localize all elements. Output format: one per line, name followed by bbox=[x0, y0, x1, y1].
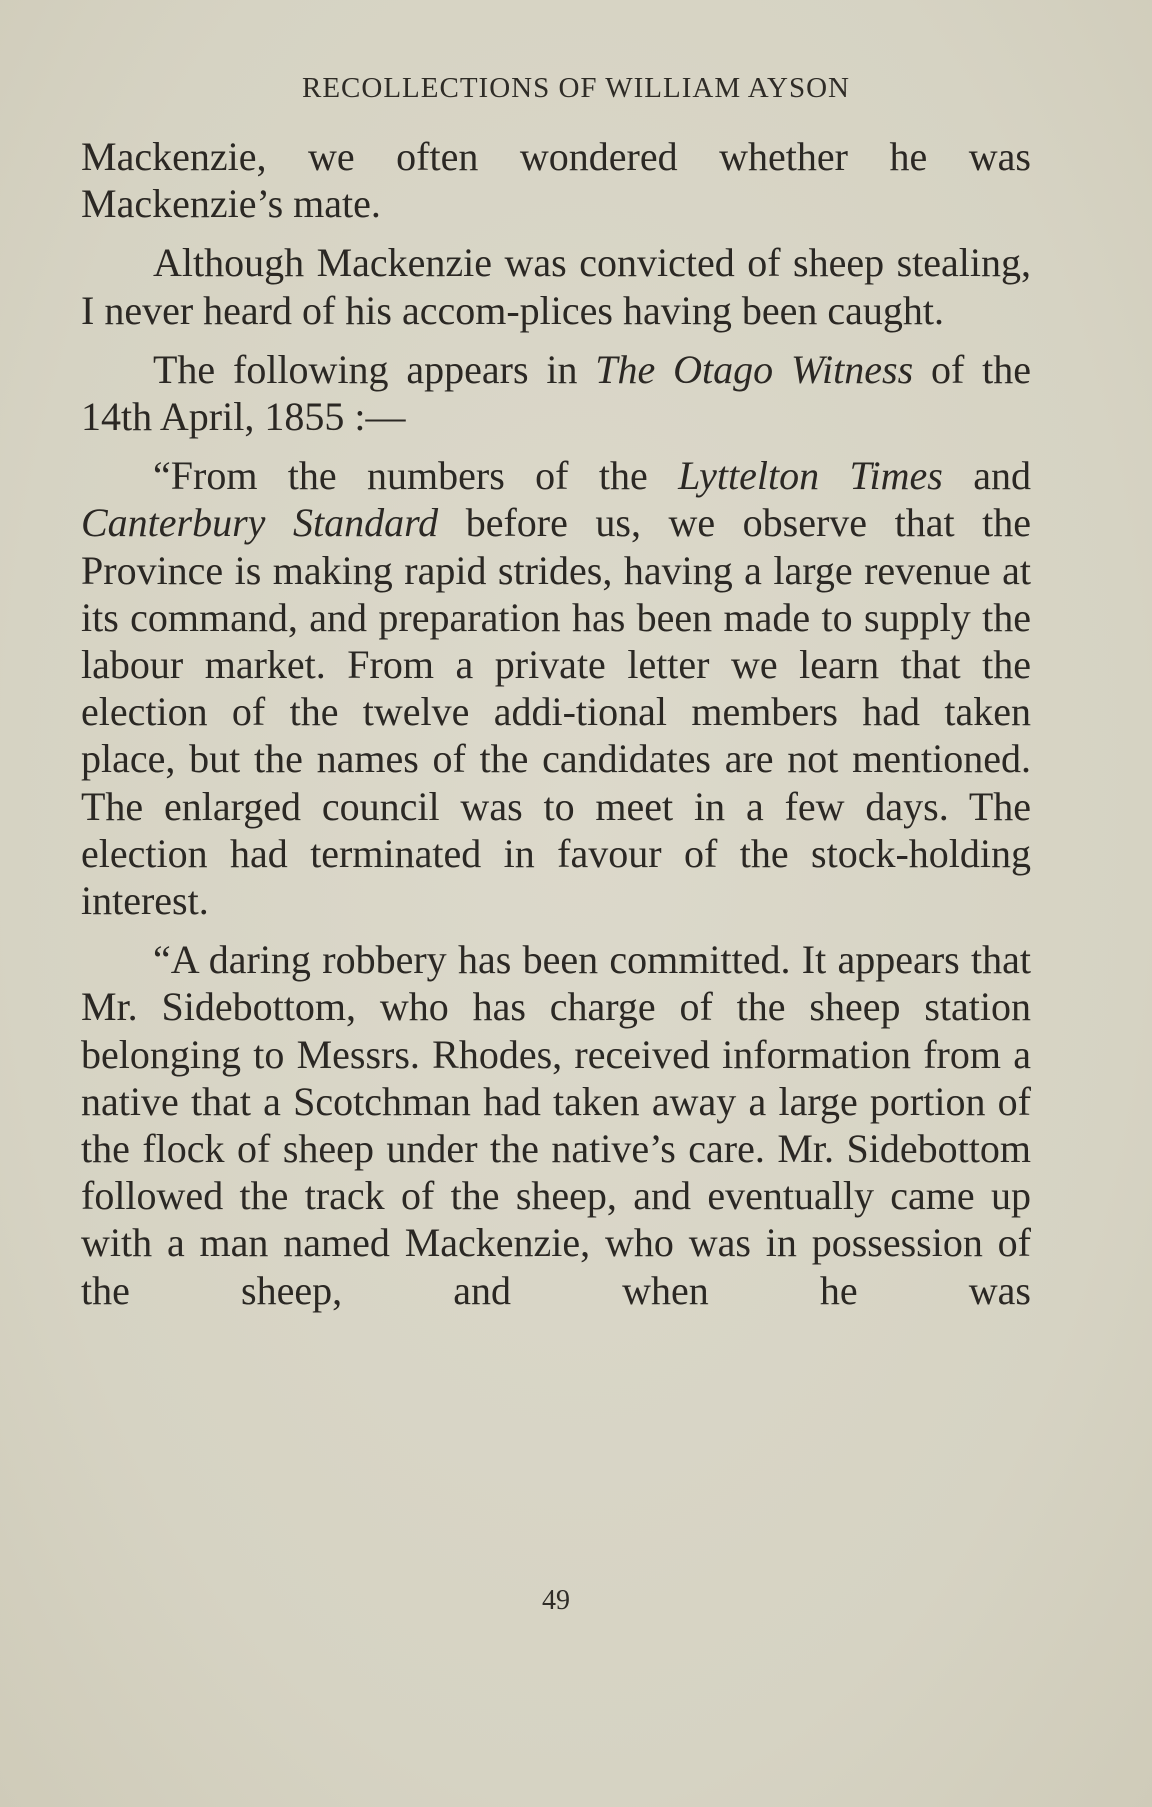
running-head: RECOLLECTIONS OF WILLIAM AYSON bbox=[302, 72, 850, 104]
text-span: before us, we observe that the Province is making rapid strides, having a large revenue at its command, and preparation has been made to supply the labour market. From a private letter we learn that the election of the twelve addi-tional members had taken place, but the names of the candidates are not mentioned. The enlarged council was to meet in a few days. The election had terminated in favour of the stock-holding interest. bbox=[81, 500, 1031, 924]
newspaper-title-otago-witness: The Otago Witness bbox=[595, 346, 914, 392]
text-span: The following appears in bbox=[153, 346, 596, 392]
text-span: “From the numbers of the bbox=[153, 453, 679, 499]
paragraph-otago-witness bbox=[81, 346, 1031, 440]
paragraph-conviction: Although Mackenzie was convicted of sheep stealing, I never heard of his accom-plices having been caught. bbox=[81, 240, 1031, 333]
paragraph-continuation: Mackenzie, we often wondered whether he was Mackenzie’s mate. bbox=[81, 134, 1031, 227]
text-span: of the 14th April, 1855 :— bbox=[81, 346, 1032, 440]
newspaper-title-canterbury-standard: Canterbury Standard bbox=[81, 500, 439, 546]
text-span: and bbox=[942, 453, 1031, 499]
body-text bbox=[81, 133, 1031, 1326]
newspaper-title-lyttelton-times: Lyttelton Times bbox=[678, 453, 943, 499]
paragraph-quote-province bbox=[81, 452, 1031, 924]
paragraph-quote-robbery: “A daring robbery has been committed. It appears that Mr. Sidebottom, who has charge of the sheep station belonging to Messrs. Rhodes, received information from a native that a Scotchman had taken away a large portion of the flock of sheep under the native’s care. Mr. Sidebottom followed the track of the sheep, and eventually came up with a man named Mackenzie, who was in possession of the sheep, and when he was bbox=[81, 937, 1031, 1313]
page-number: 49 bbox=[542, 1585, 570, 1616]
